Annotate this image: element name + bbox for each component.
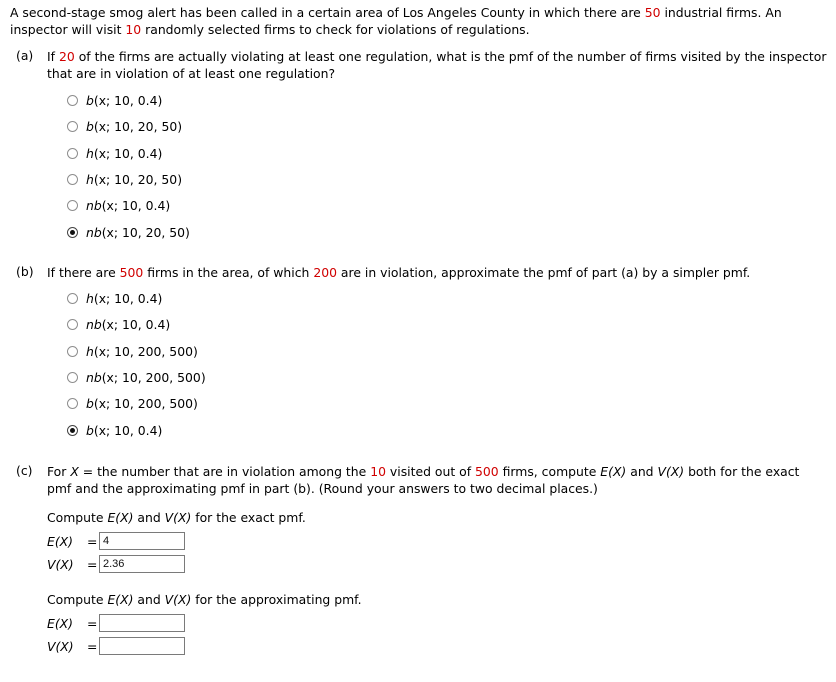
option-b-3[interactable] [67, 342, 198, 360]
radio-button[interactable] [67, 200, 78, 211]
pmf-name: h [86, 343, 94, 359]
option-label [86, 146, 162, 161]
violating-count: 20 [58, 49, 75, 64]
part-a-label: (a) [16, 48, 34, 63]
exact-ex-input[interactable]: 4 [99, 532, 185, 550]
radio-button[interactable] [67, 148, 78, 159]
intro-text: A second-stage smog alert has been called in a certain area of Los Angeles County in which there are [10, 5, 645, 20]
approx-ex-row [47, 613, 185, 633]
pmf-name: h [86, 145, 94, 161]
pmf-name: b [86, 118, 94, 134]
radio-button-selected[interactable] [67, 227, 78, 238]
question-text: and [626, 464, 658, 479]
exact-vx-row [47, 554, 185, 574]
approx-pmf-prompt [47, 592, 362, 607]
radio-button-selected[interactable] [67, 425, 78, 436]
radio-button[interactable] [67, 398, 78, 409]
pmf-name: nb [86, 197, 102, 213]
prompt-text: for the exact pmf. [191, 510, 306, 525]
ex-label: E(X) [47, 615, 73, 631]
intro-text: industrial firms. An inspector will visit [10, 5, 782, 37]
pmf-name: b [86, 395, 94, 411]
question-text: = the number that are in violation among the [78, 464, 371, 479]
option-b-6[interactable] [67, 421, 162, 439]
pmf-args: (x; 10, 20, 50) [93, 171, 183, 187]
option-b-2[interactable] [67, 315, 170, 333]
variable-x: X [70, 464, 79, 479]
expectation-symbol: E(X) [107, 510, 134, 525]
firm-count: 500 [119, 265, 144, 280]
option-b-1[interactable] [67, 289, 162, 307]
exact-pmf-prompt [47, 510, 306, 525]
pmf-args: (x; 10, 200, 500) [93, 343, 198, 359]
pmf-args: (x; 10, 0.4) [101, 316, 171, 332]
question-text: visited out of [385, 464, 475, 479]
option-a-6[interactable] [67, 223, 190, 241]
option-label [86, 225, 190, 240]
pmf-name: h [86, 171, 94, 187]
question-text: firms, compute [498, 464, 601, 479]
exact-vx-input[interactable]: 2.36 [99, 555, 185, 573]
option-label [86, 423, 162, 438]
option-label [86, 317, 170, 332]
option-label [86, 396, 198, 411]
part-b-question [47, 264, 827, 281]
pmf-args: (x; 10, 0.4) [93, 145, 163, 161]
question-text: firms in the area, of which [143, 265, 314, 280]
equals-sign: = [87, 638, 98, 654]
vx-label: V(X) [47, 556, 74, 572]
option-label [86, 93, 162, 108]
equals-sign: = [87, 556, 98, 572]
pmf-name: b [86, 92, 94, 108]
prompt-text: for the approximating pmf. [191, 592, 362, 607]
part-b-label: (b) [16, 264, 34, 279]
problem-intro [10, 4, 810, 38]
option-a-4[interactable] [67, 170, 182, 188]
question-text: both for the exact pmf and the approximating pmf in part (b). (Round your answers to two decimal places.) [47, 464, 800, 496]
pmf-args: (x; 10, 20, 50) [101, 224, 190, 240]
question-text: are in violation, approximate the pmf of part (a) by a simpler pmf. [336, 265, 751, 280]
pmf-args: (x; 10, 0.4) [101, 197, 171, 213]
radio-button[interactable] [67, 174, 78, 185]
pmf-name: b [86, 422, 94, 438]
question-text: If [47, 49, 59, 64]
expectation-symbol: E(X) [600, 464, 627, 479]
vx-label: V(X) [47, 638, 74, 654]
approx-vx-input[interactable] [99, 637, 185, 655]
pmf-name: nb [86, 224, 102, 240]
option-label [86, 198, 170, 213]
radio-button[interactable] [67, 121, 78, 132]
option-a-3[interactable] [67, 144, 162, 162]
prompt-text: Compute [47, 592, 108, 607]
equals-sign: = [87, 615, 98, 631]
radio-button[interactable] [67, 95, 78, 106]
prompt-text: and [133, 592, 165, 607]
option-a-2[interactable] [67, 117, 182, 135]
option-b-5[interactable] [67, 394, 198, 412]
option-label [86, 370, 206, 385]
question-text: If there are [47, 265, 120, 280]
option-b-4[interactable] [67, 368, 206, 386]
visit-count: 10 [125, 22, 142, 37]
pmf-args: (x; 10, 0.4) [93, 290, 163, 306]
exact-ex-row [47, 531, 185, 551]
ex-label: E(X) [47, 533, 73, 549]
approx-vx-row [47, 636, 185, 656]
option-a-5[interactable] [67, 196, 170, 214]
expectation-symbol: E(X) [107, 592, 134, 607]
question-text: For [47, 464, 71, 479]
radio-button[interactable] [67, 319, 78, 330]
visit-count: 10 [370, 464, 386, 479]
part-c-label: (c) [16, 463, 33, 478]
violating-count: 200 [313, 265, 337, 280]
pmf-name: nb [86, 316, 102, 332]
variance-symbol: V(X) [164, 510, 192, 525]
pmf-name: h [86, 290, 94, 306]
pmf-args: (x; 10, 200, 500) [101, 369, 206, 385]
question-text: of the firms are actually violating at least one regulation, what is the pmf of the number of firms visited by the inspector that are in violation of at least one regulation? [47, 49, 827, 81]
variance-symbol: V(X) [164, 592, 192, 607]
part-c-question [47, 463, 827, 497]
option-label [86, 119, 182, 134]
prompt-text: and [133, 510, 165, 525]
prompt-text: Compute [47, 510, 108, 525]
firm-count: 50 [644, 5, 661, 20]
approx-ex-input[interactable] [99, 614, 185, 632]
radio-button[interactable] [67, 293, 78, 304]
pmf-args: (x; 10, 0.4) [93, 422, 163, 438]
pmf-args: (x; 10, 0.4) [93, 92, 163, 108]
variance-symbol: V(X) [657, 464, 685, 479]
pmf-args: (x; 10, 200, 500) [93, 395, 198, 411]
pmf-args: (x; 10, 20, 50) [93, 118, 183, 134]
option-label [86, 344, 198, 359]
pmf-name: nb [86, 369, 102, 385]
firm-count: 500 [475, 464, 499, 479]
option-a-1[interactable] [67, 91, 162, 109]
radio-button[interactable] [67, 372, 78, 383]
intro-text: randomly selected firms to check for violations of regulations. [141, 22, 530, 37]
equals-sign: = [87, 533, 98, 549]
part-a-question [47, 48, 827, 82]
option-label [86, 172, 182, 187]
radio-button[interactable] [67, 346, 78, 357]
option-label [86, 291, 162, 306]
